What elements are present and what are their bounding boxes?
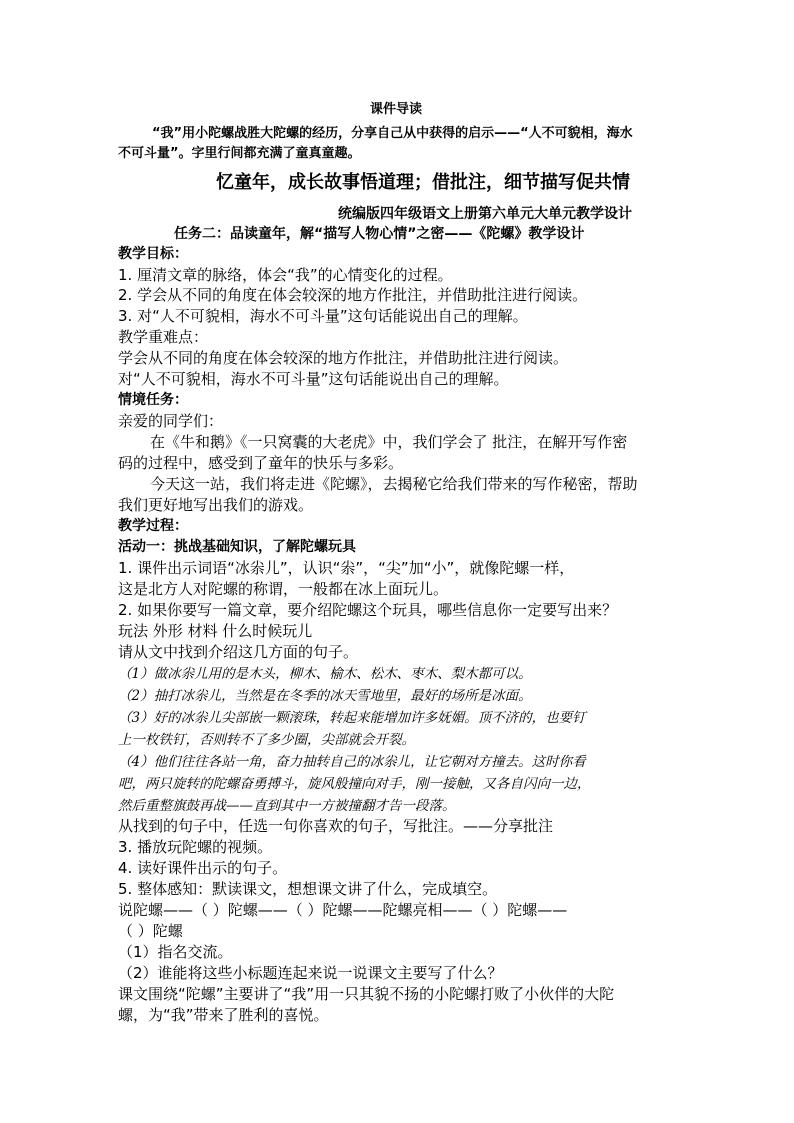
process-line: 这是北方人对陀螺的称谓，一般都在冰上面玩儿。 (118, 580, 449, 598)
keypoint-item: 学会从不同的角度在体会较深的地方作批注，并借助批注进行阅读。 (118, 349, 569, 367)
quote-line: 吧，两只旋转的陀螺奋勇搏斗，旋风般撞向对手，刚一接触，又各自闪向一边， (118, 776, 591, 792)
scenario-line: 我们更好地写出我们的游戏。 (118, 496, 314, 514)
process-line: 螺，为“我”带来了胜利的喜悦。 (118, 1006, 329, 1024)
process-line: 4. 读好课件出示的句子。 (118, 859, 288, 877)
quote-line: 上一枚铁钉，否则转不了多少圈，尖部就会开裂。 (118, 732, 415, 748)
scenario-greeting: 亲爱的同学们： (118, 412, 224, 430)
keypoint-item: 对“人不可貌相，海水不可斗量”这句话能说出自己的理解。 (118, 370, 509, 388)
quote-line: （3）好的冰尜儿尖部嵌一颗滚珠，转起来能增加许多妩媚。顶不济的，也要钉 (118, 710, 586, 726)
process-line: （1）指名交流。 (118, 943, 233, 961)
goals-heading: 教学目标： (118, 246, 188, 262)
activity-title: 活动一：挑战基础知识，了解陀螺玩具 (118, 539, 356, 555)
process-line: 课文围绕“陀螺”主要讲了“我”用一只其貌不扬的小陀螺打败了小伙伴的大陀 (118, 985, 615, 1003)
scenario-line: 码的过程中，感受到了童年的快乐与多彩。 (118, 454, 404, 472)
main-title: 忆童年，成长故事悟道理；借批注，细节描写促共情 (216, 172, 630, 193)
process-line: 3. 播放玩陀螺的视频。 (118, 838, 273, 856)
quote-line: （1）做冰尜儿用的是木头，柳木、榆木、松木、枣木、梨木都可以。 (118, 666, 532, 682)
process-line: 2. 如果你要写一篇文章，要介绍陀螺这个玩具，哪些信息你一定要写出来？ (118, 601, 618, 619)
intro-line: “我”用小陀螺战胜大陀螺的经历，分享自己从中获得的启示——“人不可貌相，海水 (152, 126, 633, 141)
process-line: 请从文中找到介绍这几方面的句子。 (118, 643, 359, 661)
keypoints-heading: 教学重难点： (118, 328, 209, 346)
subtitle: 统编版四年级语文上册第六单元大单元教学设计 (338, 206, 632, 222)
task-title: 任务二：品读童年，解“描写人物心情”之密——《陀螺》教学设计 (174, 226, 585, 242)
goal-item: 3. 对“人不可貌相，海水不可斗量”这句话能说出自己的理解。 (118, 307, 528, 325)
quote-line: （2）抽打冰尜儿，当然是在冬季的冰天雪地里，最好的场所是冰面。 (118, 688, 532, 704)
scenario-heading: 情境任务： (118, 392, 188, 408)
process-line: 玩法 外形 材料 什么时候玩儿 (118, 622, 313, 640)
intro-line: 不可斗量”。字里行间都充满了童真童趣。 (118, 146, 361, 161)
process-line: 从找到的句子中，任选一句你喜欢的句子，写批注。——分享批注 (118, 817, 554, 835)
goal-item: 1. 厘清文章的脉络，体会“我”的心情变化的过程。 (118, 266, 453, 284)
fill-blank-line: 说陀螺——（ ）陀螺——（ ）陀螺——陀螺亮相——（ ）陀螺—— (118, 901, 568, 919)
process-heading: 教学过程： (118, 518, 188, 534)
intro-heading: 课件导读 (370, 102, 423, 117)
goal-item: 2. 学会从不同的角度在体会较深的地方作批注，并借助批注进行阅读。 (118, 286, 588, 304)
quote-line: （4）他们往往各站一角，奋力抽转自己的冰尜儿，让它朝对方撞去。这时你看 (118, 754, 586, 770)
fill-blank-line: （ ）陀螺 (118, 922, 183, 940)
process-line: （2）谁能将这些小标题连起来说一说课文主要写了什么？ (118, 964, 503, 982)
scenario-line: 在《牛和鹅》《一只窝囊的大老虎》中，我们学会了 批注，在解开写作密 (150, 433, 628, 451)
quote-line: 然后重整旗鼓再战——直到其中一方被撞翻才告一段落。 (118, 798, 456, 814)
process-line: 1. 课件出示词语“冰尜儿”，认识“尜”，“尖”加“小”，就像陀螺一样， (118, 559, 575, 577)
scenario-line: 今天这一站，我们将走进《陀螺》，去揭秘它给我们带来的写作秘密，帮助 (150, 475, 638, 493)
process-line: 5. 整体感知：默读课文，想想课文讲了什么，完成填空。 (118, 880, 498, 898)
